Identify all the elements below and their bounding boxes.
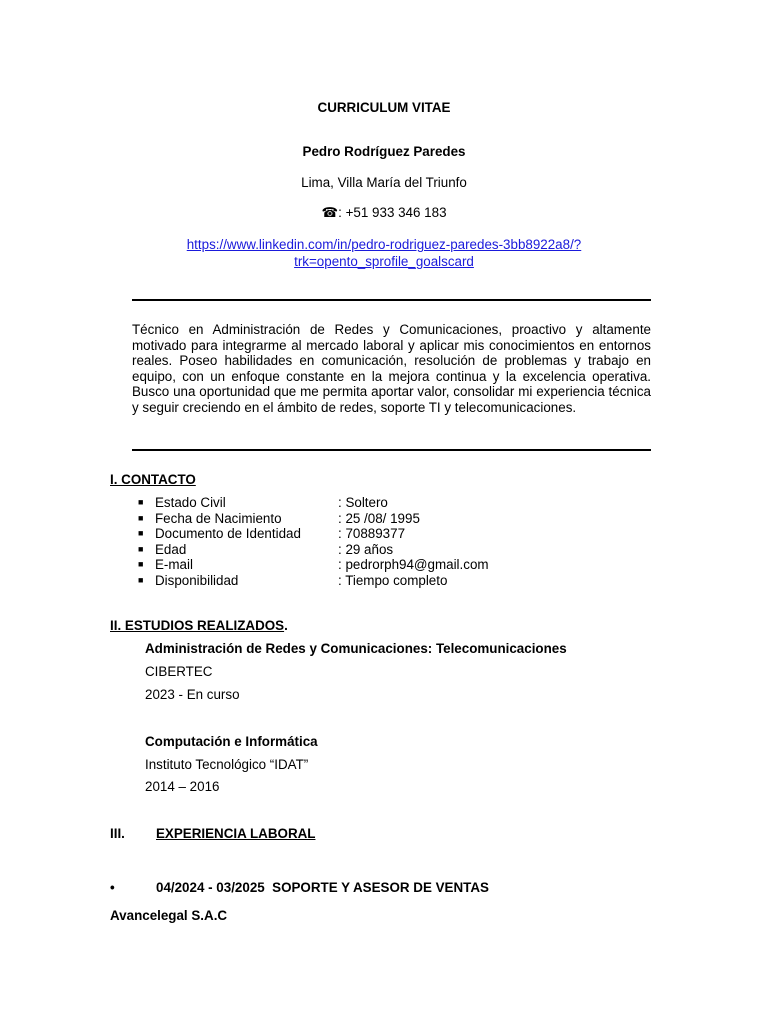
contact-value: : 70889377 <box>338 526 406 541</box>
candidate-name: Pedro Rodríguez Paredes <box>302 144 466 159</box>
contact-value: : pedrorph94@gmail.com <box>338 557 489 572</box>
contact-value: : 29 años <box>338 541 394 557</box>
job-company: Avancelegal S.A.C <box>110 908 228 923</box>
bullet-icon: ■ <box>138 559 144 569</box>
phone-icon: ☎ <box>321 205 339 220</box>
studies-heading-period: . <box>284 618 288 633</box>
study-title: Computación e Informática <box>145 734 318 749</box>
linkedin-url-line2[interactable]: trk=opento_sprofile_goalscard <box>294 254 474 269</box>
contact-value: : Soltero <box>338 495 388 510</box>
bullet-icon: ■ <box>138 512 144 523</box>
contact-label: Estado Civil <box>155 495 226 510</box>
contact-label: Edad <box>155 541 187 557</box>
contact-label: Fecha de Nacimiento <box>155 510 282 526</box>
document-title: CURRICULUM VITAE <box>317 100 451 115</box>
phone-number: : +51 933 346 183 <box>338 205 447 220</box>
contact-row <box>138 526 658 542</box>
candidate-location: Lima, Villa María del Triunfo <box>301 175 467 190</box>
contact-row <box>138 495 658 511</box>
job-title: 04/2024 - 03/2025 SOPORTE Y ASESOR DE VENTAS <box>156 880 489 895</box>
linkedin-url-line1[interactable]: https://www.linkedin.com/in/pedro-rodriguez-paredes-3bb8922a8/? <box>186 237 582 252</box>
profile-summary: Técnico en Administración de Redes y Comunicaciones, proactivo y altamente motivado para integrarme al mercado laboral y aplicar mis conocimientos en entornos reales. Poseo habilidades en comunicación, resolución de problemas y trabajo en equipo, con un enfoque constante en la mejora continua y la excelencia operativa. Busco una oportunidad que me permita aportar valor, consolidar mi experiencia técnica y seguir creciendo en el ámbito de redes, soporte TI y telecomunicaciones. <box>132 322 651 415</box>
linkedin-link[interactable] <box>0 236 768 270</box>
study-institution: CIBERTEC <box>145 664 213 679</box>
contact-row <box>138 542 658 558</box>
contact-row <box>138 511 658 527</box>
contact-heading <box>110 472 196 487</box>
study-institution: Instituto Tecnológico “IDAT” <box>145 757 309 772</box>
divider-top <box>132 299 651 301</box>
study-period: 2023 - En curso <box>145 687 240 702</box>
bullet-icon: ■ <box>138 543 144 554</box>
divider-bottom <box>132 449 651 451</box>
experience-number: III. <box>110 826 125 841</box>
contact-label: Documento de Identidad <box>155 526 301 541</box>
study-period: 2014 – 2016 <box>145 779 220 794</box>
bullet-icon: ■ <box>138 574 144 585</box>
contact-value: : Tiempo completo <box>338 572 448 588</box>
contact-label: E-mail <box>155 557 193 572</box>
contact-heading-text: I. CONTACTO <box>110 472 196 487</box>
contact-row <box>138 557 658 573</box>
job-bullet-icon: • <box>110 880 115 895</box>
studies-heading-text: II. ESTUDIOS REALIZADOS <box>110 618 285 633</box>
bullet-icon: ■ <box>138 528 144 538</box>
bullet-icon: ■ <box>138 497 144 507</box>
studies-heading <box>110 618 288 633</box>
contact-row <box>138 573 658 589</box>
contact-value: : 25 /08/ 1995 <box>338 510 420 526</box>
study-title: Administración de Redes y Comunicaciones: Telecomunicaciones <box>145 641 567 656</box>
contact-label: Disponibilidad <box>155 572 239 588</box>
experience-heading: EXPERIENCIA LABORAL <box>156 826 316 841</box>
candidate-phone <box>0 205 768 221</box>
